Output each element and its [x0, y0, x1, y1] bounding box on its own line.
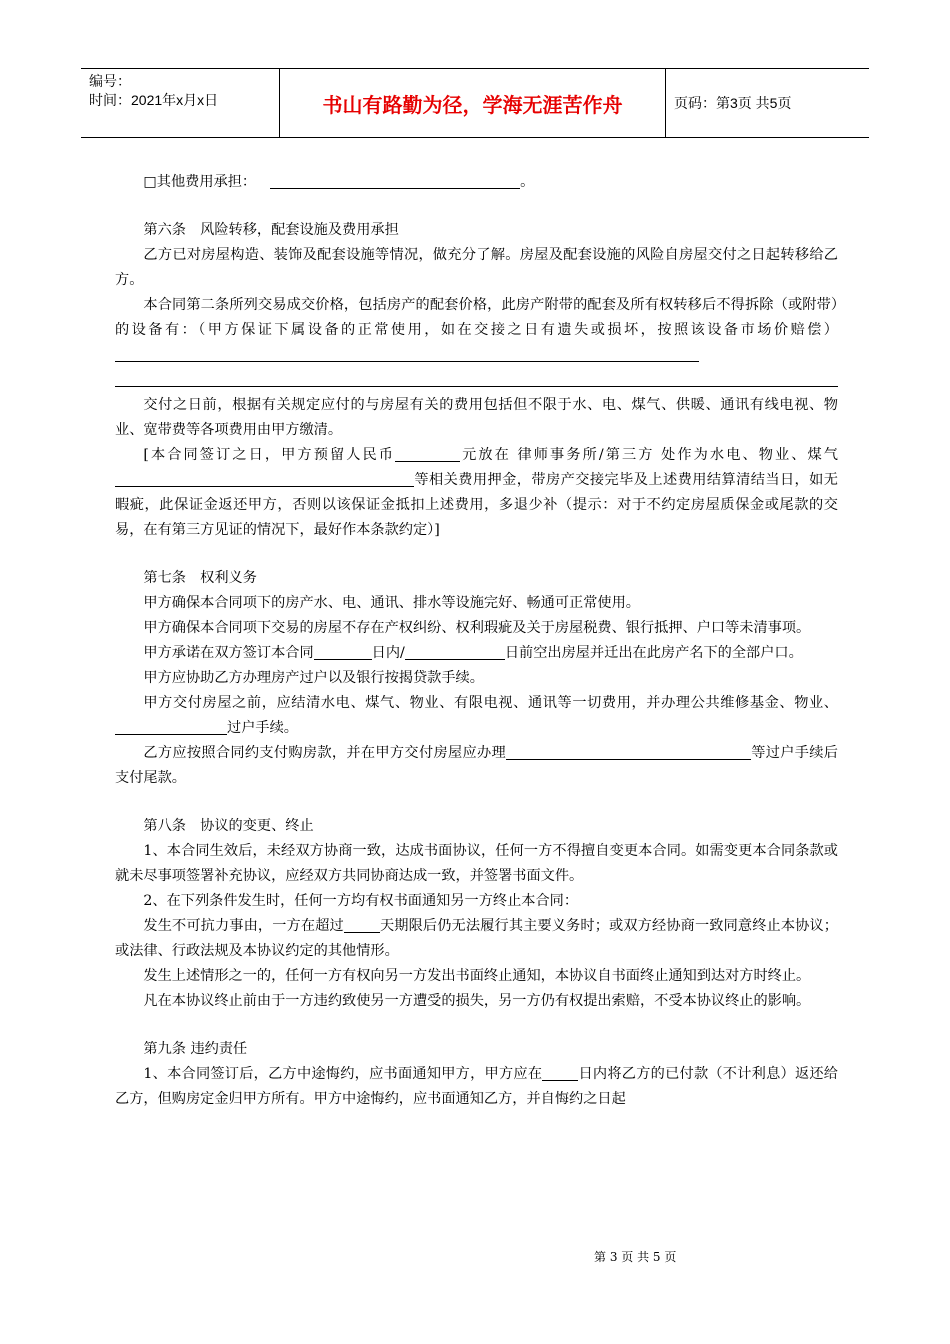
article-6-para-4b: 元放在 律师事务所/第三方 处作为水电、物业、煤气 — [460, 447, 838, 463]
page-header — [81, 68, 869, 138]
article-6-para-2 — [115, 293, 838, 368]
article-7-para-1: 甲方确保本合同项下的房产水、电、通讯、排水等设施完好、畅通可正常使用。 — [143, 595, 640, 611]
article-6-para-1: 乙方已对房屋构造、装饰及配套设施等情况，做充分了解。房屋及配套设施的风险自房屋交付之日起转移给乙方。 — [115, 247, 838, 288]
blank-field — [314, 642, 372, 660]
blank-field — [344, 915, 380, 933]
other-fee-end: 。 — [520, 174, 535, 190]
article-8-para-2: 2、在下列条件发生时，任何一方均有权书面通知另一方终止本合同： — [143, 893, 579, 909]
page-footer: 第 3 页 共 5 页 — [594, 1250, 677, 1264]
blank-field — [115, 717, 227, 735]
article-8-para-5: 凡在本协议终止前由于一方违约致使另一方遭受的损失，另一方仍有权提出索赔，不受本协议终止的影响。 — [143, 993, 811, 1009]
article-8-para-4: 发生上述情形之一的，任何一方有权向另一方发出书面终止通知，本协议自书面终止通知到达对方时终止。 — [143, 968, 811, 984]
article-7-para-3 — [115, 641, 838, 666]
blank-field — [270, 171, 520, 189]
header-motto-cell — [280, 69, 666, 137]
blank-field — [506, 742, 751, 760]
blank-field — [395, 444, 460, 462]
blank-field — [115, 344, 675, 362]
article-6-para-3: 交付之日前，根据有关规定应付的与房屋有关的费用包括但不限于水、电、煤气、供暖、通讯有线电视、物业、宽带费等各项费用由甲方缴清。 — [115, 397, 838, 438]
article-8-para-3a: 发生不可抗力事由，一方在超过 — [143, 918, 344, 934]
motto-text: 书山有路勤为径，学海无涯苦作舟 — [322, 92, 623, 117]
article-8-title: 第八条 协议的变更、终止 — [143, 818, 314, 834]
article-9-title: 第九条 违约责任 — [143, 1041, 248, 1057]
header-meta-cell — [81, 69, 280, 137]
article-7-para-4: 甲方应协助乙方办理房产过户以及银行按揭贷款手续。 — [143, 670, 484, 686]
article-6-para-4c: 等相关费用押金，带房产交接完毕及上述费用结算清结当日，如无暇疵，此保证金返还甲方，否则以该保证金抵扣上述费用，多退少补（提示：对于不约定房屋质保金或尾款的交易，在有第三方见证的情况下，最好作本条款约定）] — [115, 472, 838, 538]
article-7-para-5b: 过户手续。 — [227, 720, 298, 736]
header-page-cell — [666, 69, 869, 137]
article-6-para-2-text: 本合同第二条所列交易成交价格，包括房产的配套价格，此房产附带的配套及所有权转移后不得拆除（或附带）的设备有：（甲方保证下属设备的正常使用，如在交接之日有遗失或损坏，按照该设备市场价赔偿） — [115, 297, 838, 338]
blank-field — [115, 469, 414, 487]
other-fee-label: □其他费用承担： — [143, 174, 257, 190]
article-7-para-5 — [115, 691, 838, 741]
article-7-para-3c: 日前空出房屋并迁出在此房产名下的全部户口。 — [504, 645, 803, 661]
article-7-title: 第七条 权利义务 — [143, 570, 257, 586]
article-7-para-6 — [115, 741, 838, 791]
article-6-para-4a: [本合同签订之日，甲方预留人民币 — [143, 447, 396, 463]
article-6-para-4 — [115, 443, 838, 543]
article-7-para-6b: 等过户手续后支付尾款。 — [115, 745, 838, 786]
serial-label: 编号： — [89, 73, 131, 89]
article-8-para-3b: 天期限后仍无法履行其主要义务时；或双方经协商一致同意终止本协议；或法律、行政法规及本协议约定的其他情形。 — [115, 918, 838, 959]
article-8-para-1: 1、本合同生效后，未经双方协商一致，达成书面协议，任何一方不得擅自变更本合同。如需变更本合同条款或就未尽事项签署补充协议，应经双方共同协商达成一致，并签署书面文件。 — [115, 843, 838, 884]
other-fee-line — [115, 170, 838, 195]
article-8-para-3 — [115, 914, 838, 964]
date-label: 时间：2021年x月x日 — [89, 92, 219, 108]
page-info: 页码：第3页 共5页 — [674, 95, 792, 111]
article-6-title: 第六条 风险转移，配套设施及费用承担 — [143, 222, 399, 238]
article-9-para-1b: 日内将乙方的已付款（不计利息）返还给乙方，但购房定金归甲方所有。甲方中途悔约，应书面通知乙方，并自悔约之日起 — [115, 1066, 838, 1107]
document-body — [115, 160, 838, 1112]
article-7-para-5a: 甲方交付房屋之前，应结清水电、煤气、物业、有限电视、通讯等一切费用，并办理公共维修基金、物业、 — [143, 695, 838, 711]
blank-line — [115, 386, 838, 387]
blank-field — [542, 1063, 578, 1081]
blank-field — [675, 344, 699, 362]
article-9-para-1a: 1、本合同签订后，乙方中途悔约，应书面通知甲方，甲方应在 — [143, 1066, 543, 1082]
article-7-para-3a: 甲方承诺在双方签订本合同 — [143, 645, 314, 661]
article-7-para-3b: 日内/ — [371, 645, 405, 661]
article-7-para-2: 甲方确保本合同项下交易的房屋不存在产权纠纷、权利瑕疵及关于房屋税费、银行抵押、户口等未清事项。 — [143, 620, 811, 636]
article-9-para-1 — [115, 1062, 838, 1112]
article-7-para-6a: 乙方应按照合同约支付购房款，并在甲方交付房屋应办理 — [143, 745, 506, 761]
blank-field — [405, 642, 505, 660]
